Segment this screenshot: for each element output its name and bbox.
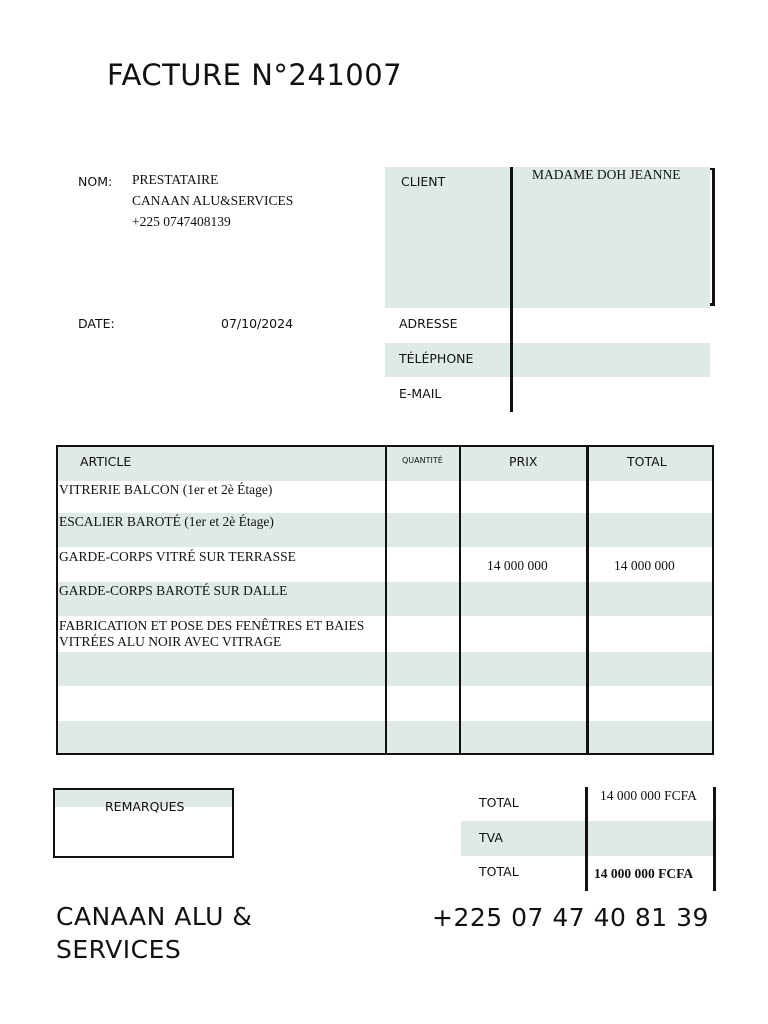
header-quantity: QUANTITÉ [402, 456, 443, 465]
provider-line-2: CANAAN ALU&SERVICES [132, 193, 294, 208]
date-value: 07/10/2024 [221, 316, 294, 331]
article-item: GARDE-CORPS BAROTÉ SUR DALLE [59, 583, 288, 598]
phone-divider [510, 343, 513, 377]
client-bracket [710, 168, 715, 306]
tax-label: TVA [479, 830, 503, 845]
address-label: ADRESSE [399, 316, 458, 331]
header-article: ARTICLE [80, 454, 132, 469]
provider-line-3: +225 0747408139 [132, 214, 231, 229]
invoice-title: FACTURE N°241007 [107, 58, 403, 92]
footer-company [56, 900, 252, 966]
email-label: E-MAIL [399, 386, 442, 401]
column-divider [586, 447, 589, 753]
column-divider [459, 447, 461, 753]
article-item: VITRERIE BALCON (1er et 2è Étage) [59, 482, 273, 497]
remarks-box [53, 788, 234, 858]
header-price: PRIX [509, 454, 538, 469]
article-item: GARDE-CORPS VITRÉ SUR TERRASSE [59, 549, 296, 564]
name-label: NOM: [78, 174, 113, 189]
subtotal-value: 14 000 000 FCFA [600, 788, 697, 803]
total-value: 14 000 000 FCFA [594, 866, 694, 881]
footer-company-line-1: CANAAN ALU & [56, 902, 253, 931]
article-item: FABRICATION ET POSE DES FENÊTRES ET BAIES VITRÉES ALU NOIR AVEC VITRAGE [59, 618, 365, 649]
provider-line-1: PRESTATAIRE [132, 172, 219, 187]
phone-label: TÉLÉPHONE [399, 351, 474, 366]
subtotal-label: TOTAL [479, 795, 519, 810]
totals-divider [585, 787, 588, 891]
total-label: TOTAL [479, 864, 519, 879]
header-total: TOTAL [627, 454, 667, 469]
price-value: 14 000 000 [487, 558, 548, 573]
footer-phone: +225 07 47 40 81 39 [432, 903, 709, 932]
client-name: MADAME DOH JEANNE [532, 167, 681, 182]
articles-table [56, 445, 714, 755]
article-item: ESCALIER BAROTÉ (1er et 2è Étage) [59, 514, 274, 529]
client-label: CLIENT [401, 174, 446, 189]
totals-right-border [713, 787, 716, 891]
footer-company-line-2: SERVICES [56, 935, 182, 964]
remarks-label: REMARQUES [105, 799, 185, 814]
date-label: DATE: [78, 316, 115, 331]
column-divider [385, 447, 387, 753]
total-value: 14 000 000 [614, 558, 675, 573]
